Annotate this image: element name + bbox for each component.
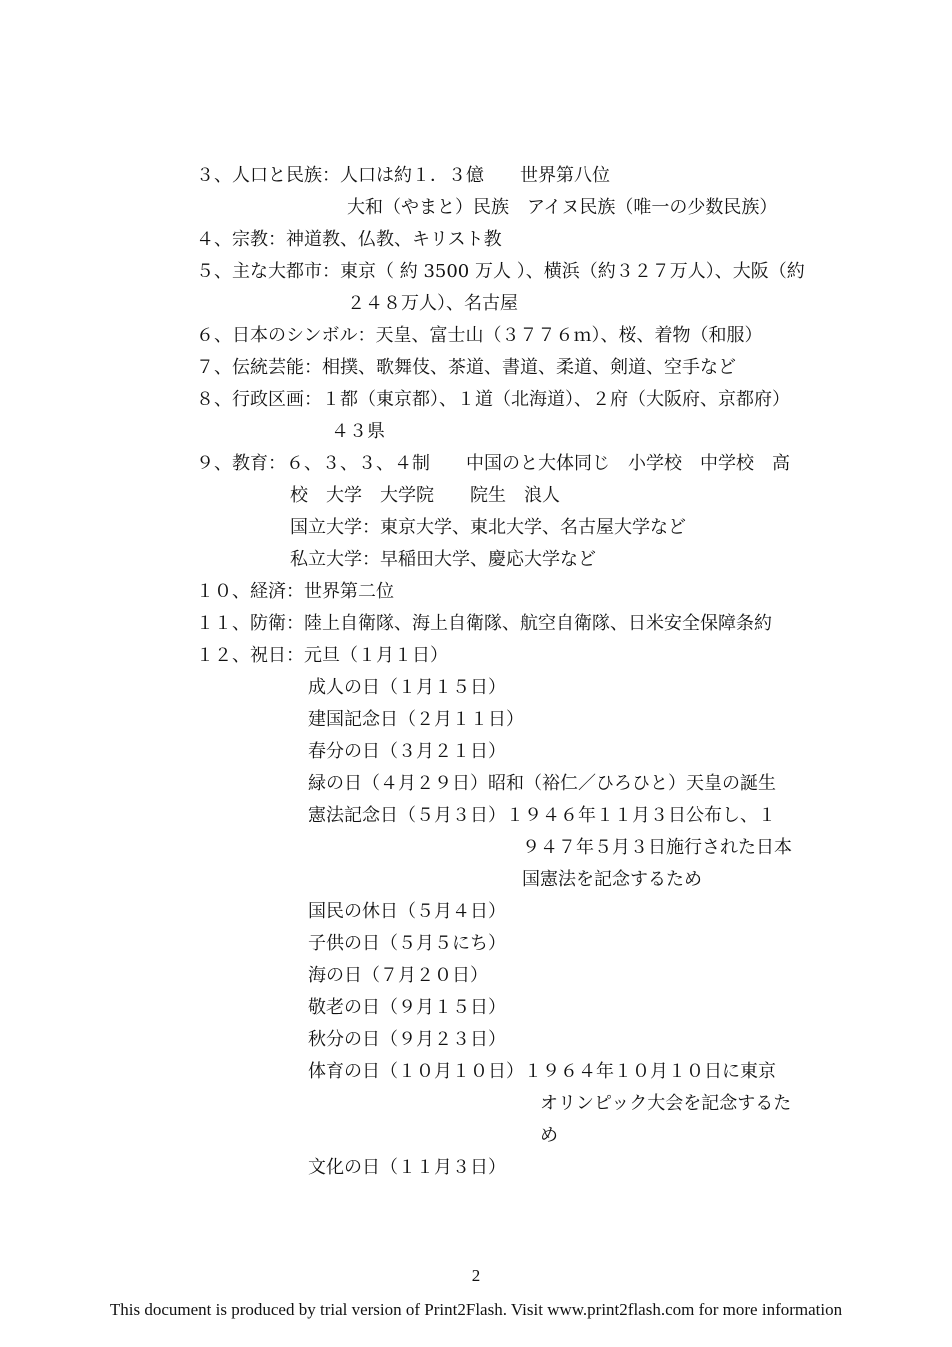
page-number: 2 [471,1266,481,1285]
text-line: 子供の日（５月５にち） [308,933,506,954]
text-line: 私立大学：早稲田大学、慶応大学など [290,549,596,570]
text-line: ３、人口と民族：人口は約１．３億 世界第八位 [196,165,610,186]
text-line: 体育の日（１０月１０日）１９６４年１０月１０日に東京 [308,1061,776,1082]
text-line: 成人の日（１月１５日） [308,677,506,698]
text-line: 憲法記念日（５月３日）１９４６年１１月３日公布し、１ [308,805,776,826]
text-line: 国憲法を記念するため [522,869,702,890]
text-line: 国立大学：東京大学、東北大学、名古屋大学など [290,517,686,538]
text-line: 緑の日（４月２９日）昭和（裕仁／ひろひと）天皇の誕生 [308,773,776,794]
text-line: 文化の日（１１月３日） [308,1157,506,1178]
text-line: １２、祝日：元旦（１月１日） [196,645,448,666]
text-line: ７、伝統芸能：相撲、歌舞伎、茶道、書道、柔道、剣道、空手など [196,357,736,378]
text-line: 敬老の日（９月１５日） [308,997,506,1018]
text-line: ９、教育：６、３、３、４制 中国のと大体同じ 小学校 中学校 高 [196,453,790,474]
text-line: 大和（やまと）民族 アイヌ民族（唯一の少数民族） [347,197,778,218]
text-line: ８、行政区画：１都（東京都）、１道（北海道）、２府（大阪府、京都府） [196,389,790,410]
text-line: 春分の日（３月２１日） [308,741,506,762]
text-line: ６、日本のシンボル：天皇、富士山（３７７６ｍ）、桜、着物（和服） [196,325,763,346]
text-line: 秋分の日（９月２３日） [308,1029,506,1050]
text-line: １０、経済：世界第二位 [196,581,394,602]
text-line: １１、防衛：陸上自衛隊、海上自衛隊、航空自衛隊、日米安全保障条約 [196,613,772,634]
text-line: オリンピック大会を記念するた [540,1093,792,1114]
text-line: 国民の休日（５月４日） [308,901,506,922]
text-line: 校 大学 大学院 院生 浪人 [290,485,560,506]
text-line: ４、宗教：神道教、仏教、キリスト教 [196,229,502,250]
text-line: ５、主な大都市：東京（ 約 3500 万人 ）、横浜（約３２７万人）、大阪（約 [196,261,805,282]
text-line: ９４７年５月３日施行された日本 [522,837,792,858]
text-line: 海の日（７月２０日） [308,965,488,986]
text-line: め [540,1125,558,1146]
text-line: ４３県 [331,421,385,442]
text-line: 建国記念日（２月１１日） [308,709,524,730]
text-line: ２４８万人）、名古屋 [347,293,518,314]
footer-watermark-text: This document is produced by trial version of Print2Flash. Visit www.print2flash.com for more information [109,1300,843,1319]
